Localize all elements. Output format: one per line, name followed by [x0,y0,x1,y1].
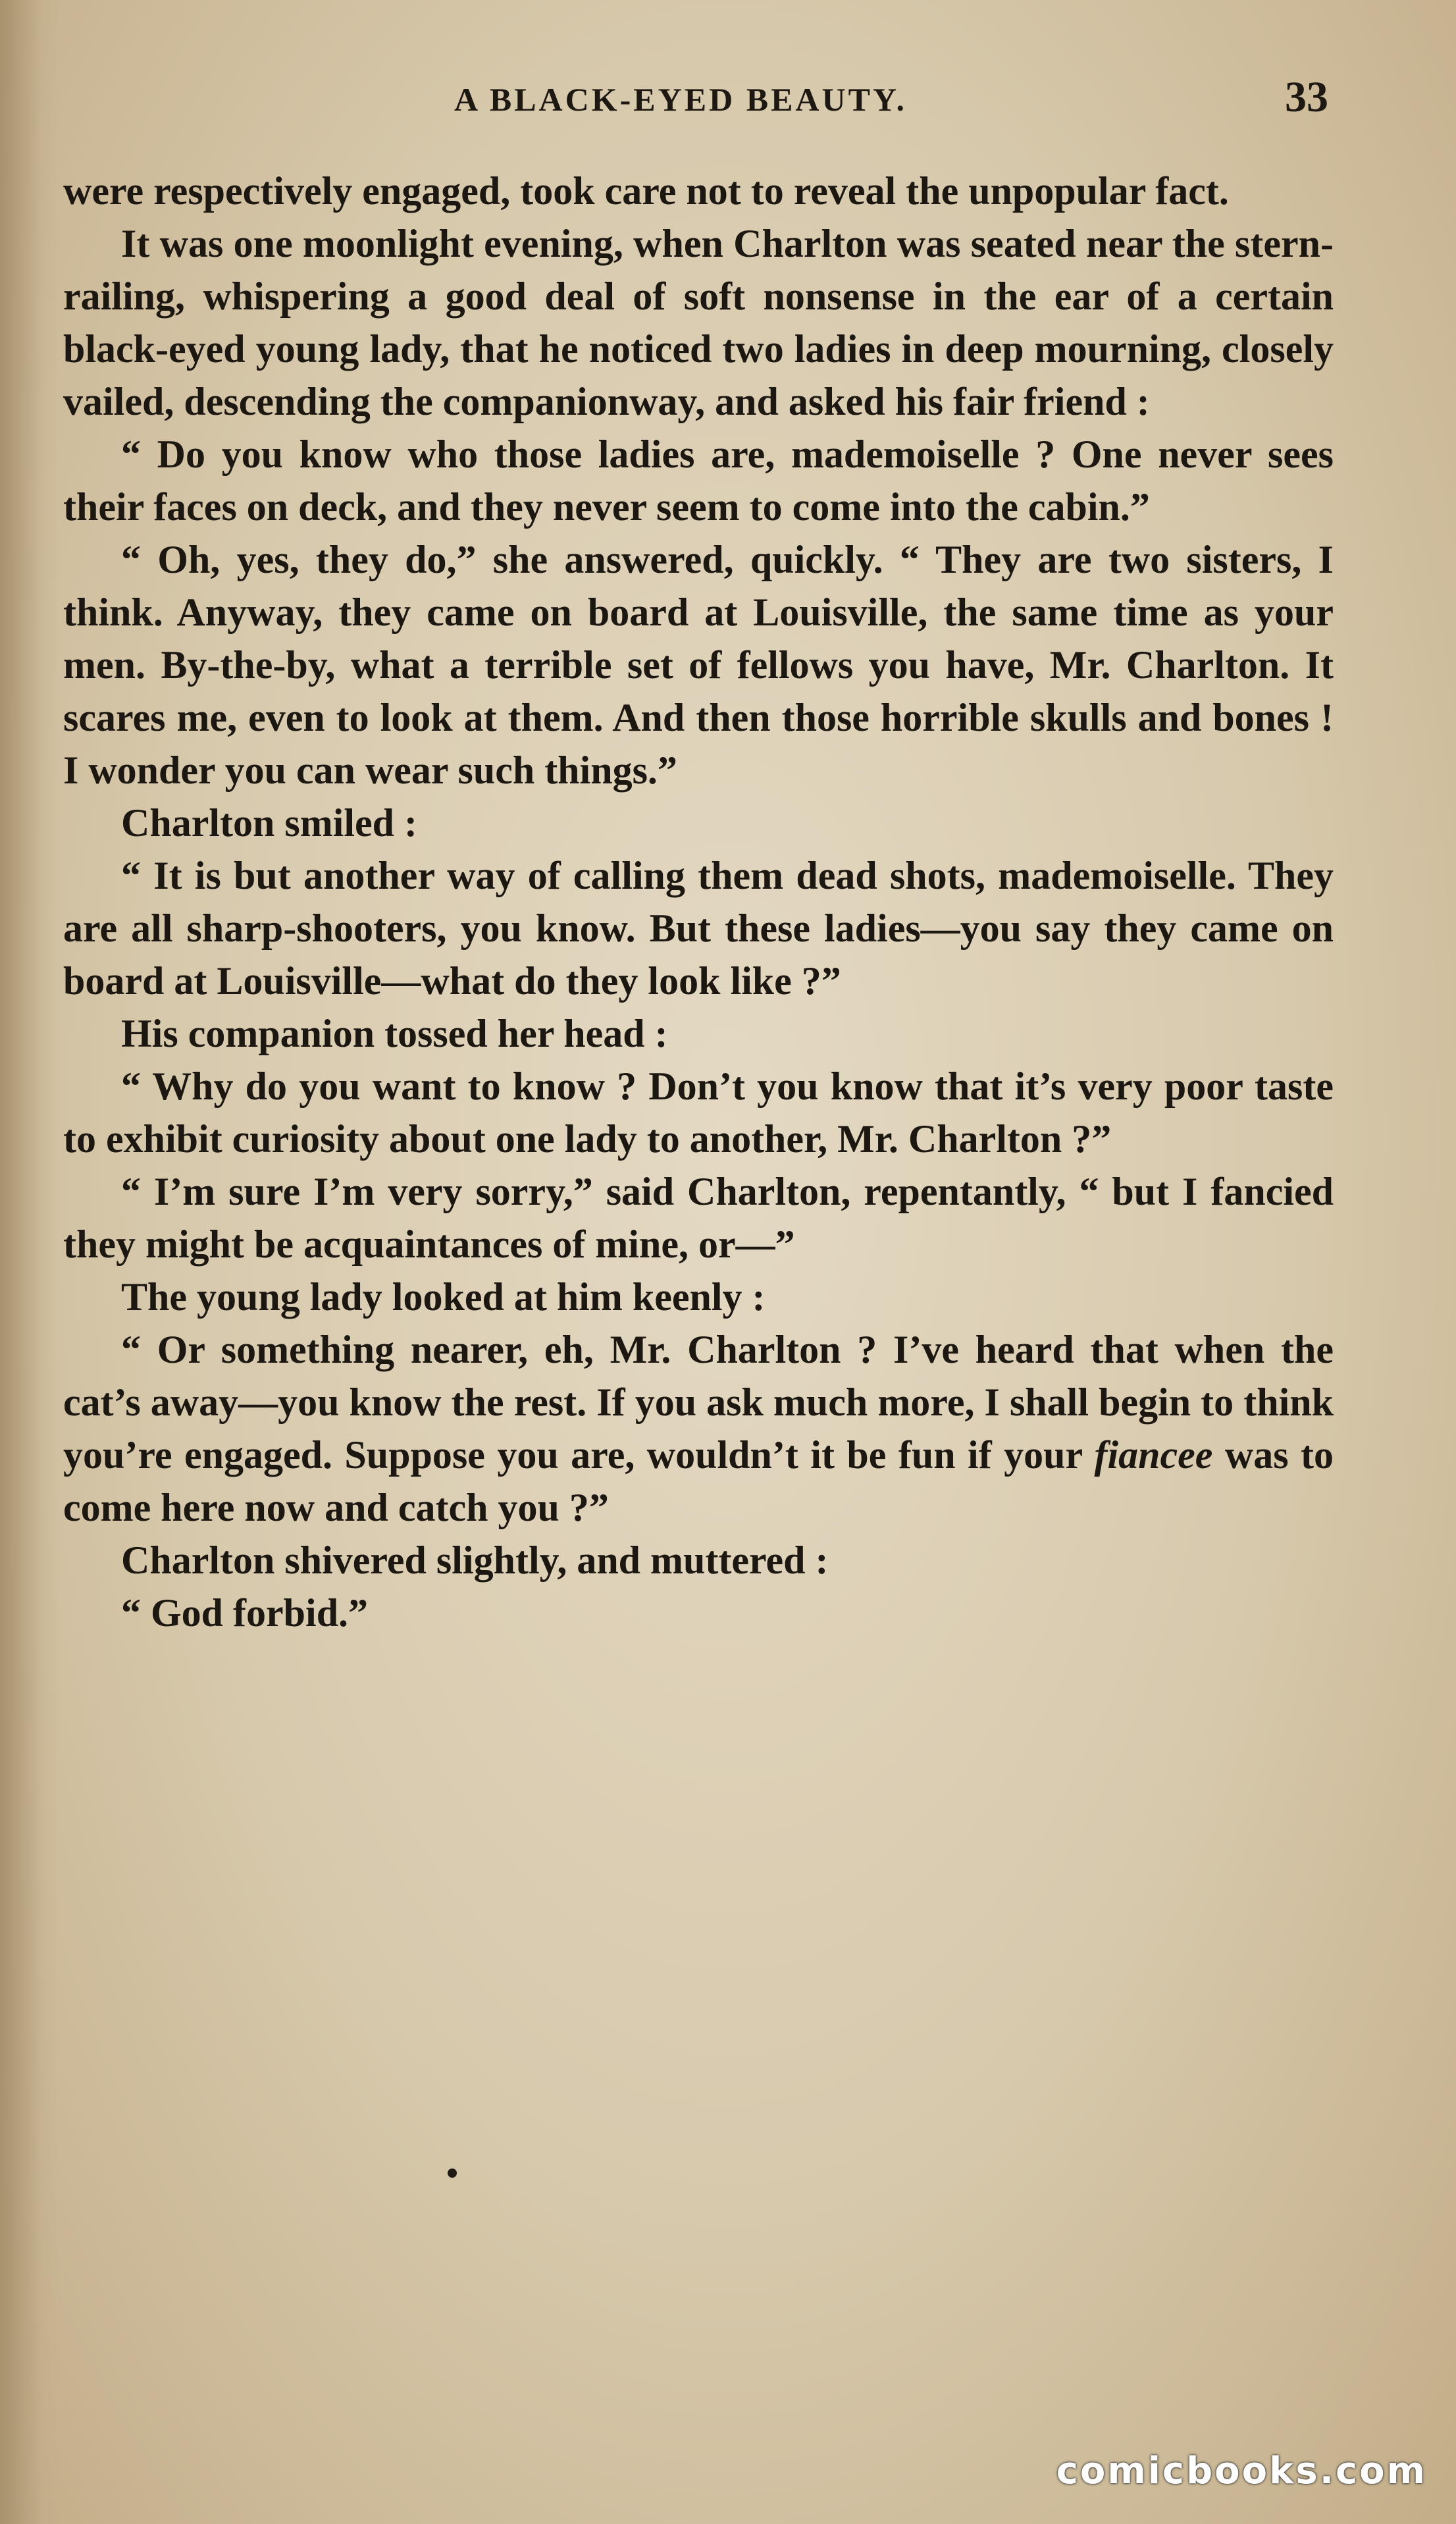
paragraph [63,1271,1334,1323]
paragraph-text: The young lady looked at him keenly : [121,1275,766,1319]
paragraph [63,428,1334,533]
paragraph [63,533,1334,797]
paragraph-text: “ Why do you want to know ? Don’t you know that it’s very poor taste to exhibit curiosity about one lady to another, Mr. Charlton ?” [63,1065,1334,1161]
paragraph-text: were respectively engaged, took care not to reveal the unpopular fact. [63,169,1229,213]
paragraph [63,1534,1334,1587]
italic-word: fiancee [1094,1433,1213,1477]
paragraph [63,849,1334,1007]
running-head [0,72,1456,132]
paragraph-text: “ I’m sure I’m very sorry,” said Charlton, repentantly, “ but I fancied they might be acquaintances of mine, or—” [63,1170,1334,1266]
paragraph-text: “ It is but another way of calling them dead shots, mademoiselle. They are all sharp-shooters, you know. But these ladies—you say they came on board at Louisville—what do they look like ?” [63,854,1334,1003]
paragraph-text: “ Do you know who those ladies are, mademoiselle ? One never sees their faces on deck, and they never seem to come into the cabin.” [63,433,1334,529]
paragraph-text: “ God forbid.” [121,1591,369,1635]
paragraph [63,1165,1334,1271]
body-text [63,165,1334,1639]
paragraph-text: Charlton smiled : [121,801,417,845]
ink-speck [448,2169,457,2178]
paragraph [63,165,1334,217]
paragraph [63,1587,1334,1639]
page-number: 33 [1285,73,1328,121]
paragraph-text: His companion tossed her head : [121,1012,668,1055]
paragraph [63,1007,1334,1060]
paragraph-text: was to come here now and catch you ?” [63,1433,1334,1529]
paragraph-text: It was one moonlight evening, when Charlton was seated near the stern-railing, whispering a good deal of soft nonsense in the ear of a certain black-eyed young lady, that he noticed two ladies in deep mourning, closely vailed, descending the companionway, and asked his fair friend : [63,222,1334,423]
paragraph [63,1323,1334,1534]
paragraph [63,1060,1334,1165]
paragraph [63,217,1334,428]
running-title: A BLACK-EYED BEAUTY. [454,81,908,118]
paragraph [63,797,1334,849]
paragraph-text: Charlton shivered slightly, and muttered : [121,1538,829,1582]
watermark: comicbooks.com [1056,2450,1427,2492]
page-gutter-shadow [0,0,59,2524]
paragraph-text: “ Or something nearer, eh, Mr. Charlton ? I’ve heard that when the cat’s away—you know the rest. If you ask much more, I shall begin to think you’re engaged. Suppose you are, wouldn’t it be fun if your [63,1328,1334,1477]
paragraph-text: “ Oh, yes, they do,” she answered, quickly. “ They are two sisters, I think. Anyway, they came on board at Louisville, the same time as your men. By-the-by, what a terrible set of fellows you have, Mr. Charlton. It scares me, even to look at them. And then those horrible skulls and bones ! I wonder you can wear such things.” [63,538,1334,792]
